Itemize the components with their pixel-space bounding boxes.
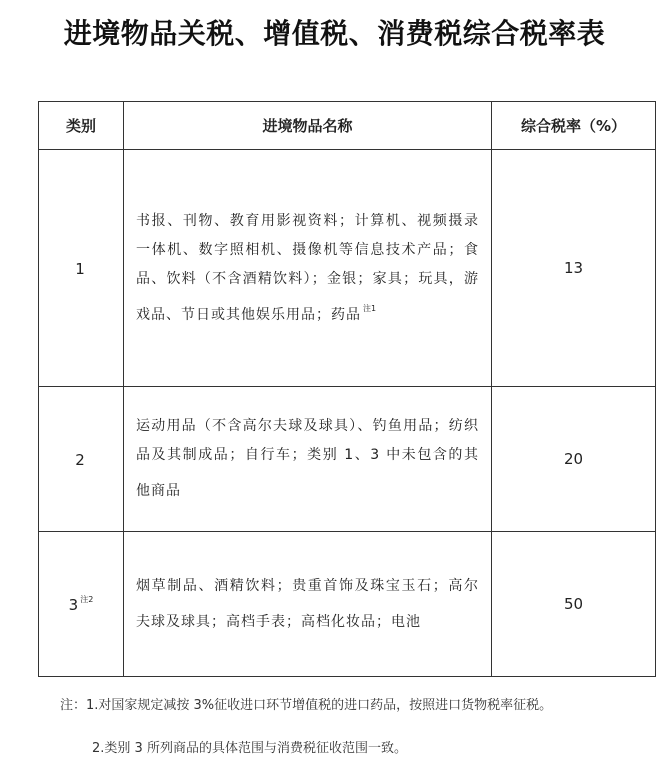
category-note: 注2 [80, 595, 94, 604]
rate-cell: 20 [492, 387, 656, 532]
category-value: 1 [75, 259, 85, 278]
category-value: 3 [68, 596, 79, 614]
item-names-note: 注1 [363, 303, 377, 313]
item-names-cell [124, 532, 492, 677]
page-title: 进境物品关税、增值税、消费税综合税率表 [63, 17, 606, 50]
item-names-cell [124, 387, 492, 532]
category-cell [39, 150, 124, 387]
table-row [39, 532, 656, 677]
header-rate: 综合税率（%） [492, 102, 656, 150]
category-cell [39, 532, 124, 677]
item-names-cell [124, 150, 492, 387]
rate-cell: 50 [492, 532, 656, 677]
footnote-1: 注：1.对国家规定减按 3%征收进口环节增值税的进口药品，按照进口货物税率征税。 [60, 698, 553, 713]
table-header-row [39, 102, 656, 150]
table-row [39, 150, 656, 387]
table-row [39, 387, 656, 532]
item-names-text: 运动用品（不含高尔夫球及球具）、钓鱼用品；纺织品及其制成品；自行车；类别 1、3 中未包含的其他商品 [136, 418, 479, 499]
header-category: 类别 [39, 102, 124, 150]
item-names-text: 烟草制品、酒精饮料；贵重首饰及珠宝玉石；高尔夫球及球具；高档手表；高档化妆品；电池 [136, 577, 479, 630]
rate-cell: 13 [492, 150, 656, 387]
header-item-name: 进境物品名称 [124, 102, 492, 150]
tax-rate-table [38, 101, 656, 677]
item-names-text: 书报、刊物、教育用影视资料；计算机、视频摄录一体机、数字照相机、摄像机等信息技术产品；食品、饮料（不含酒精饮料）；金银；家具；玩具，游戏品、节日或其他娱乐用品；药品 [136, 212, 479, 323]
category-value: 2 [75, 450, 85, 469]
category-cell [39, 387, 124, 532]
footnote-2: 2.类别 3 所列商品的具体范围与消费税征收范围一致。 [92, 741, 407, 756]
